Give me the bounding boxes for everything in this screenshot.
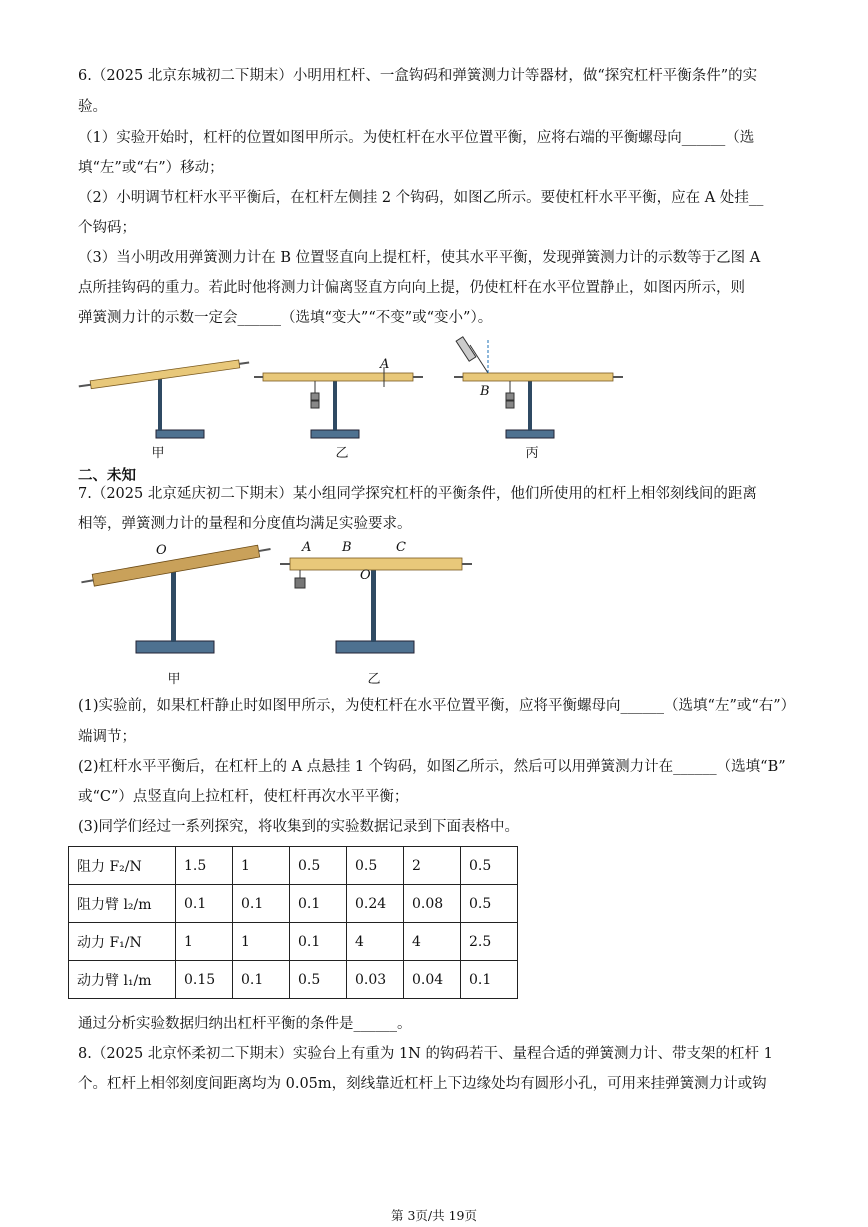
q7-yi-label-C: C xyxy=(396,540,406,555)
table-cell: 0.04 xyxy=(404,961,461,999)
table-cell: 0.5 xyxy=(290,961,347,999)
q7-figures xyxy=(78,538,518,663)
q7-yi-label-O: O xyxy=(360,568,371,583)
q7-after-line-2: 端调节； xyxy=(78,729,136,745)
q7-after-line-1: (1)实验前，如果杠杆静止时如图甲所示，为使杠杆在水平位置平衡，应将平衡螺母向______（选填“左”或“右”） xyxy=(78,698,796,714)
q6-line-9: 弹簧测力计的示数一定会______（选填“变大”“不变”或“变小”）。 xyxy=(78,310,493,326)
q6-label-A: A xyxy=(380,357,390,372)
table-cell: 0.03 xyxy=(347,961,404,999)
table-head: 动力 F₁/N xyxy=(69,923,176,961)
q6-label-B: B xyxy=(480,384,490,399)
q6-line-8: 点所挂钩码的重力。若此时他将测力计偏离竖直方向向上提，仍使杠杆在水平位置静止，如图丙所示，则 xyxy=(78,280,745,296)
q7-yi-label-B: B xyxy=(342,540,352,555)
table-cell: 0.5 xyxy=(290,847,347,885)
table-cell: 0.5 xyxy=(347,847,404,885)
q6-line-6: 个钩码； xyxy=(78,220,136,236)
table-head: 阻力臂 l₂/m xyxy=(69,885,176,923)
table-row xyxy=(69,885,518,923)
table-cell: 0.1 xyxy=(290,885,347,923)
q6-fig-yi xyxy=(254,367,423,438)
data-table xyxy=(68,846,518,999)
table-cell: 0.1 xyxy=(461,961,518,999)
table-cell: 1 xyxy=(233,847,290,885)
q7-caption-yi: 乙 xyxy=(367,672,381,687)
q6-fig-jia xyxy=(78,359,249,438)
q7-after-line-4: 或“C”）点竖直向上拉杠杆，使杠杆再次水平平衡； xyxy=(78,789,409,805)
table-cell: 0.08 xyxy=(404,885,461,923)
table-row xyxy=(69,923,518,961)
q7-line-1: 7.（2025 北京延庆初二下期末）某小组同学探究杠杆的平衡条件，他们所使用的杠杆上相邻刻线间的距离 xyxy=(78,486,757,502)
q6-line-2: 验。 xyxy=(78,99,107,115)
table-cell: 0.1 xyxy=(290,923,347,961)
q6-caption-jia: 甲 xyxy=(151,446,165,461)
table-cell: 0.5 xyxy=(461,847,518,885)
table-row xyxy=(69,847,518,885)
table-row xyxy=(69,961,518,999)
q6-line-1: 6.（2025 北京东城初二下期末）小明用杠杆、一盒钩码和弹簧测力计等器材，做“探究杠杆平衡条件”的实 xyxy=(78,68,758,84)
table-cell: 4 xyxy=(404,923,461,961)
q7-fig-jia xyxy=(80,543,271,653)
q7-after-line-3: (2)杠杆水平平衡后，在杠杆上的 A 点悬挂 1 个钩码，如图乙所示，然后可以用弹簧测力计在______（选填“B” xyxy=(78,759,786,775)
table-cell: 0.1 xyxy=(233,885,290,923)
q6-line-7: （3）当小明改用弹簧测力计在 B 位置竖直向上提杠杆，使其水平平衡，发现弹簧测力计的示数等于乙图 A xyxy=(78,250,761,266)
q7-line-2: 相等，弹簧测力计的量程和分度值均满足实验要求。 xyxy=(78,516,412,532)
table-cell: 1 xyxy=(176,923,233,961)
q6-caption-bing: 丙 xyxy=(525,446,539,461)
table-cell: 0.24 xyxy=(347,885,404,923)
q7-fig-yi xyxy=(280,558,472,653)
q6-line-4: 填“左”或“右”）移动； xyxy=(78,160,224,176)
table-cell: 1 xyxy=(233,923,290,961)
q7-after-line-5: (3)同学们经过一系列探究，将收集到的实验数据记录到下面表格中。 xyxy=(78,819,520,835)
q7-caption-jia: 甲 xyxy=(167,672,181,687)
q7-conclusion: 通过分析实验数据归纳出杠杆平衡的条件是______。 xyxy=(78,1016,412,1032)
table-cell: 4 xyxy=(347,923,404,961)
table-cell: 2 xyxy=(404,847,461,885)
table-cell: 2.5 xyxy=(461,923,518,961)
table-head: 阻力 F₂/N xyxy=(69,847,176,885)
page-footer: 第 3页/共 19页 xyxy=(390,1208,478,1223)
q8-line-1: 8.（2025 北京怀柔初二下期末）实验台上有重为 1N 的钩码若干、量程合适的弹簧测力计、带支架的杠杆 1 xyxy=(78,1046,773,1062)
table-head: 动力臂 l₁/m xyxy=(69,961,176,999)
table-cell: 0.5 xyxy=(461,885,518,923)
q6-line-5: （2）小明调节杠杆水平平衡后，在杠杆左侧挂 2 个钩码，如图乙所示。要使杠杆水平平衡，应在 A 处挂__ xyxy=(78,190,764,206)
table-cell: 1.5 xyxy=(176,847,233,885)
q7-yi-label-A: A xyxy=(302,540,312,555)
section-heading: 二、未知 xyxy=(78,468,136,484)
q7-jia-label-O: O xyxy=(156,543,167,558)
q6-caption-yi: 乙 xyxy=(335,446,349,461)
table-cell: 0.1 xyxy=(233,961,290,999)
q8-line-2: 个。杠杆上相邻刻度间距离均为 0.05m，刻线靠近杠杆上下边缘处均有圆形小孔，可用来挂弹簧测力计或钩 xyxy=(78,1076,767,1092)
table-cell: 0.15 xyxy=(176,961,233,999)
q6-line-3: （1）实验开始时，杠杆的位置如图甲所示。为使杠杆在水平位置平衡，应将右端的平衡螺母向______（选 xyxy=(78,130,755,146)
table-cell: 0.1 xyxy=(176,885,233,923)
